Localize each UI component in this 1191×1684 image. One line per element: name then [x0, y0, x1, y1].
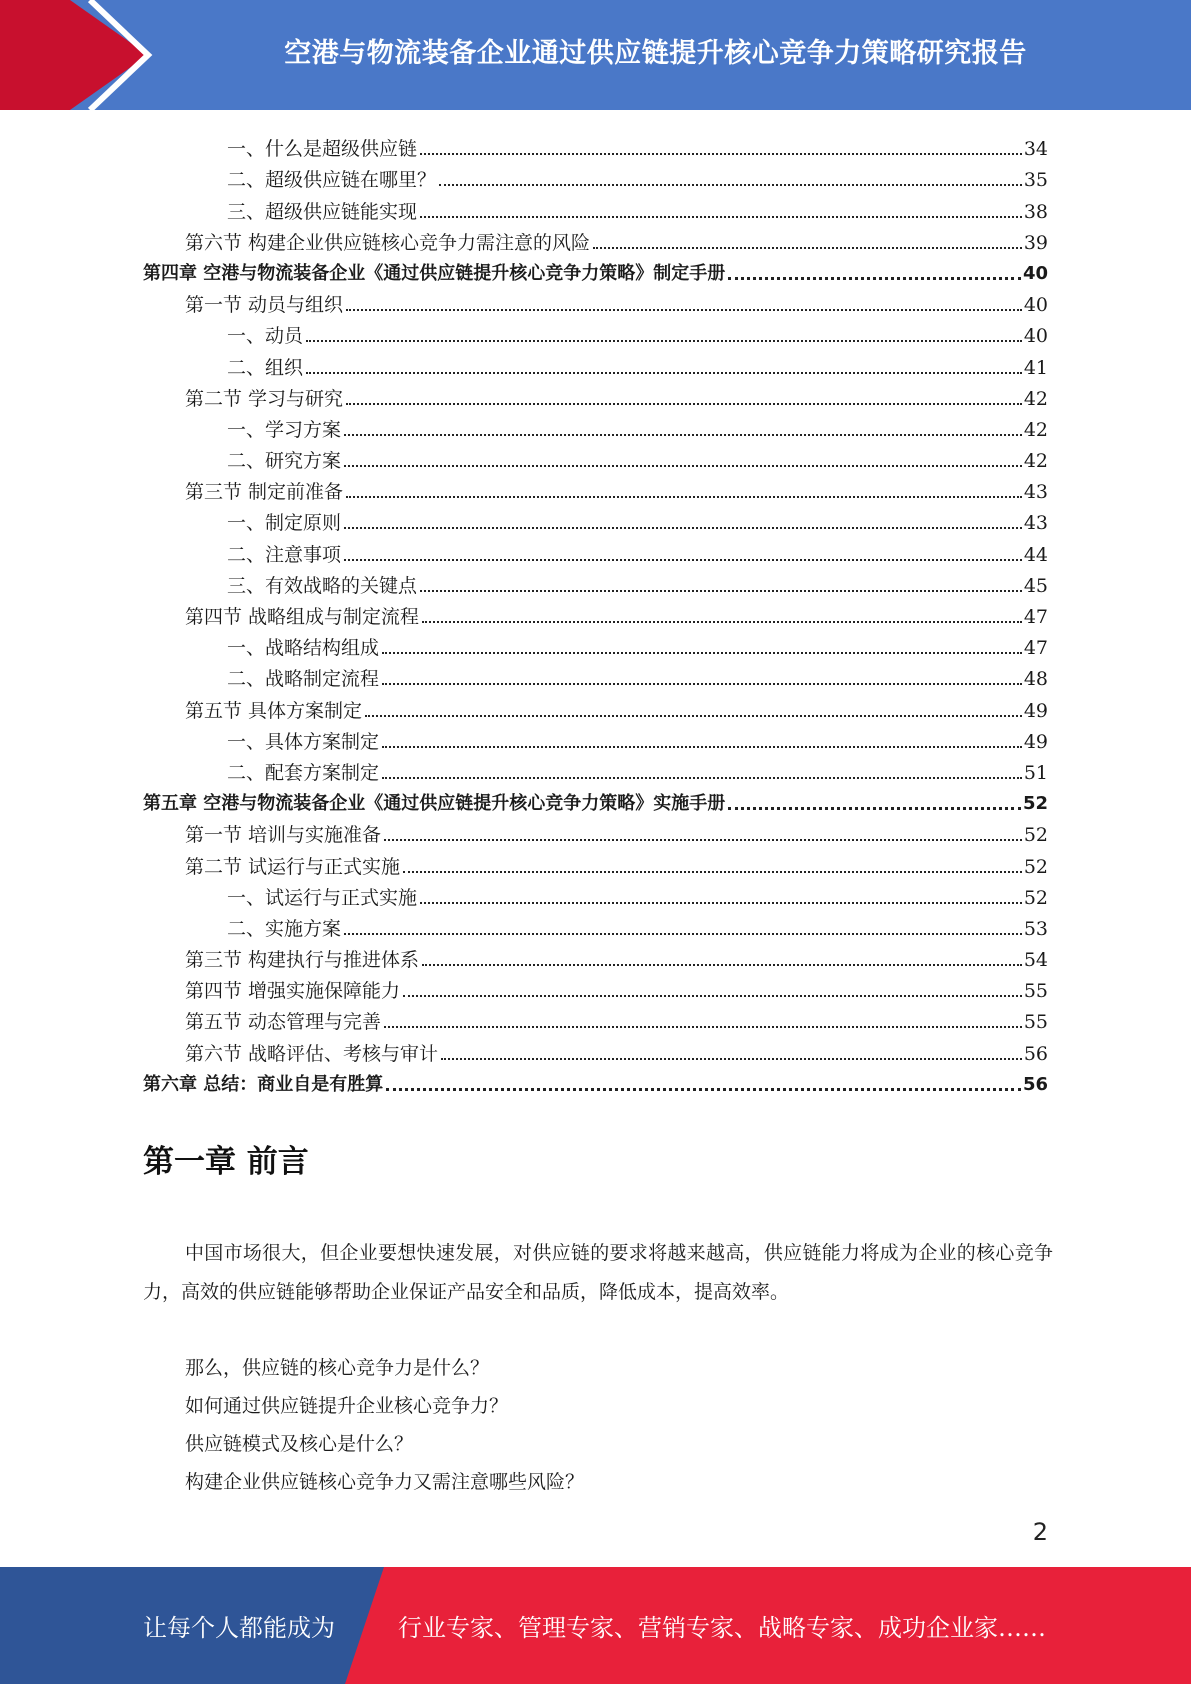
- toc-entry-page: 55: [1023, 1011, 1048, 1034]
- toc-dot-leader: [441, 1057, 1022, 1060]
- toc-entry-page: 52: [1022, 793, 1048, 815]
- toc-entry-label: 一、动员: [227, 325, 304, 348]
- toc-entry-label: 第五章 空港与物流装备企业《通过供应链提升核心竞争力策略》实施手册: [143, 793, 726, 815]
- question-item: 如何通过供应链提升企业核心竞争力？: [185, 1395, 509, 1417]
- toc-dot-leader: [306, 371, 1022, 374]
- toc-dot-leader: [365, 714, 1022, 717]
- toc-entry[interactable]: [143, 846, 1048, 877]
- toc-entry[interactable]: [143, 784, 1048, 815]
- toc-entry-page: 40: [1023, 294, 1048, 317]
- toc-entry-label: 一、制定原则: [227, 512, 342, 535]
- toc-dot-leader: [346, 402, 1022, 405]
- toc-entry[interactable]: [143, 441, 1048, 472]
- toc-entry-page: 52: [1023, 855, 1048, 878]
- toc-entry-page: 44: [1023, 543, 1048, 566]
- toc-entry[interactable]: [143, 909, 1048, 940]
- toc-dot-leader: [403, 994, 1022, 997]
- toc-entry-label: 二、组织: [227, 356, 304, 379]
- toc-dot-leader: [346, 308, 1022, 311]
- toc-entry[interactable]: [143, 940, 1048, 971]
- toc-entry-label: 二、实施方案: [227, 917, 342, 940]
- toc-entry-page: 42: [1023, 450, 1048, 473]
- toc-entry-label: 二、研究方案: [227, 450, 342, 473]
- toc-entry[interactable]: [143, 566, 1048, 597]
- toc-entry-label: 一、什么是超级供应链: [227, 138, 418, 161]
- report-title: 空港与物流装备企业通过供应链提升核心竞争力策略研究报告: [284, 37, 1027, 69]
- toc-entry-label: 第六节 战略评估、考核与审计: [185, 1042, 439, 1065]
- table-of-contents: [143, 129, 1048, 1096]
- toc-entry[interactable]: [143, 223, 1048, 254]
- toc-dot-leader: [403, 870, 1022, 873]
- toc-entry-page: 53: [1023, 917, 1048, 940]
- toc-entry[interactable]: [143, 191, 1048, 222]
- toc-entry-page: 41: [1023, 356, 1048, 379]
- toc-entry-page: 45: [1023, 574, 1048, 597]
- toc-entry-page: 38: [1023, 200, 1048, 223]
- toc-entry-label: 第二节 试运行与正式实施: [185, 855, 401, 878]
- toc-entry[interactable]: [143, 503, 1048, 534]
- toc-entry[interactable]: [143, 815, 1048, 846]
- toc-entry[interactable]: [143, 753, 1048, 784]
- toc-entry-label: 第四节 增强实施保障能力: [185, 980, 401, 1003]
- toc-entry-label: 一、战略结构组成: [227, 637, 380, 660]
- toc-entry-page: 52: [1023, 886, 1048, 909]
- toc-entry-label: 一、学习方案: [227, 418, 342, 441]
- toc-entry-label: 一、具体方案制定: [227, 730, 380, 753]
- toc-entry-page: 56: [1022, 1073, 1048, 1095]
- toc-dot-leader: [420, 589, 1022, 592]
- toc-entry[interactable]: [143, 690, 1048, 721]
- toc-entry-label: 二、超级供应链在哪里？: [227, 169, 437, 192]
- toc-entry-page: 49: [1023, 699, 1048, 722]
- toc-entry-label: 第四节 战略组成与制定流程: [185, 606, 420, 628]
- toc-dot-leader: [728, 806, 1021, 810]
- toc-dot-leader: [422, 620, 1022, 623]
- toc-entry-page: 43: [1023, 481, 1048, 504]
- toc-dot-leader: [306, 339, 1022, 342]
- toc-entry[interactable]: [143, 722, 1048, 753]
- toc-entry[interactable]: [143, 534, 1048, 565]
- toc-dot-leader: [344, 526, 1022, 529]
- page-footer: [0, 1567, 1191, 1684]
- toc-entry-label: 三、有效战略的关键点: [227, 574, 418, 597]
- toc-entry[interactable]: [143, 878, 1048, 909]
- toc-entry-label: 二、配套方案制定: [227, 761, 380, 784]
- toc-entry-page: 40: [1022, 262, 1048, 284]
- toc-entry-page: 56: [1023, 1042, 1048, 1065]
- toc-dot-leader: [386, 1087, 1021, 1091]
- toc-entry[interactable]: [143, 472, 1048, 503]
- toc-entry-page: 52: [1023, 824, 1048, 847]
- chapter-heading: 第一章 前言: [143, 1144, 309, 1180]
- toc-entry-page: 39: [1023, 231, 1048, 254]
- toc-entry-label: 第二节 学习与研究: [185, 387, 344, 410]
- toc-entry-page: 48: [1023, 668, 1048, 691]
- toc-entry[interactable]: [143, 597, 1048, 628]
- toc-entry-page: 47: [1023, 637, 1048, 660]
- toc-dot-leader: [728, 276, 1021, 280]
- toc-entry-label: 第三节 制定前准备: [185, 481, 344, 504]
- toc-entry-label: 第五节 具体方案制定: [185, 699, 363, 722]
- toc-entry-page: 55: [1023, 980, 1048, 1003]
- toc-dot-leader: [344, 932, 1022, 935]
- toc-entry-label: 二、战略制定流程: [227, 668, 380, 691]
- toc-entry[interactable]: [143, 1033, 1048, 1064]
- question-item: 那么，供应链的核心竞争力是什么？: [185, 1357, 490, 1379]
- toc-entry-page: 34: [1023, 138, 1048, 161]
- page-number: 2: [1032, 1518, 1048, 1546]
- toc-dot-leader: [384, 838, 1022, 841]
- toc-entry-page: 49: [1023, 730, 1048, 753]
- toc-entry-label: 第三节 构建执行与推进体系: [185, 949, 420, 972]
- toc-dot-leader: [382, 682, 1022, 685]
- toc-dot-leader: [384, 1025, 1022, 1028]
- toc-dot-leader: [382, 745, 1022, 748]
- toc-entry-label: 第四章 空港与物流装备企业《通过供应链提升核心竞争力策略》制定手册: [143, 262, 726, 284]
- toc-entry-label: 第一节 培训与实施准备: [185, 824, 382, 847]
- toc-entry[interactable]: [143, 410, 1048, 441]
- intro-paragraph: 中国市场很大，但企业要想快速发展，对供应链的要求将越来越高，供应链能力将成为企业的核心竞争力，高效的供应链能够帮助企业保证产品安全和品质，降低成本，提高效率。: [143, 1242, 1053, 1303]
- toc-entry-page: 42: [1023, 418, 1048, 441]
- toc-entry[interactable]: [143, 1065, 1048, 1096]
- toc-dot-leader: [593, 246, 1022, 249]
- toc-dot-leader: [422, 963, 1022, 966]
- toc-entry[interactable]: [143, 285, 1048, 316]
- toc-entry[interactable]: [143, 160, 1048, 191]
- toc-entry[interactable]: [143, 316, 1048, 347]
- toc-entry[interactable]: [143, 379, 1048, 410]
- question-item: 供应链模式及核心是什么？: [185, 1433, 414, 1455]
- toc-dot-leader: [344, 558, 1022, 561]
- footer-roles: 行业专家、管理专家、营销专家、战略专家、成功企业家……: [398, 1614, 1046, 1642]
- toc-dot-leader: [344, 433, 1022, 436]
- footer-slogan: 让每个人都能成为: [143, 1614, 335, 1642]
- toc-entry-label: 第五节 动态管理与完善: [185, 1011, 382, 1034]
- toc-entry[interactable]: [143, 1002, 1048, 1033]
- toc-dot-leader: [344, 464, 1022, 467]
- toc-entry-page: 40: [1023, 325, 1048, 348]
- toc-dot-leader: [420, 215, 1022, 218]
- toc-entry[interactable]: [143, 254, 1048, 285]
- question-item: 构建企业供应链核心竞争力又需注意哪些风险？: [185, 1471, 585, 1493]
- toc-dot-leader: [439, 183, 1022, 186]
- toc-entry[interactable]: [143, 129, 1048, 160]
- toc-entry-page: 47: [1023, 606, 1048, 628]
- toc-entry-label: 二、注意事项: [227, 543, 342, 566]
- page-header: [0, 0, 1191, 110]
- toc-entry-page: 54: [1023, 949, 1048, 972]
- toc-entry-label: 第一节 动员与组织: [185, 294, 344, 317]
- toc-entry[interactable]: [143, 971, 1048, 1002]
- question-list: [185, 1349, 584, 1501]
- toc-entry-label: 第六节 构建企业供应链核心竞争力需注意的风险: [185, 231, 591, 254]
- toc-entry-page: 51: [1023, 761, 1048, 784]
- toc-entry-page: 43: [1023, 512, 1048, 535]
- toc-dot-leader: [346, 495, 1022, 498]
- toc-dot-leader: [420, 152, 1022, 155]
- toc-entry[interactable]: [143, 659, 1048, 690]
- toc-entry[interactable]: [143, 347, 1048, 378]
- toc-entry-page: 42: [1023, 387, 1048, 410]
- toc-entry[interactable]: [143, 628, 1048, 659]
- toc-entry-label: 三、超级供应链能实现: [227, 200, 418, 223]
- toc-entry-page: 35: [1023, 169, 1048, 192]
- toc-dot-leader: [420, 901, 1022, 904]
- toc-dot-leader: [382, 651, 1022, 654]
- toc-entry-label: 第六章 总结：商业自是有胜算: [143, 1073, 384, 1095]
- toc-entry-label: 一、试运行与正式实施: [227, 886, 418, 909]
- toc-dot-leader: [382, 776, 1022, 779]
